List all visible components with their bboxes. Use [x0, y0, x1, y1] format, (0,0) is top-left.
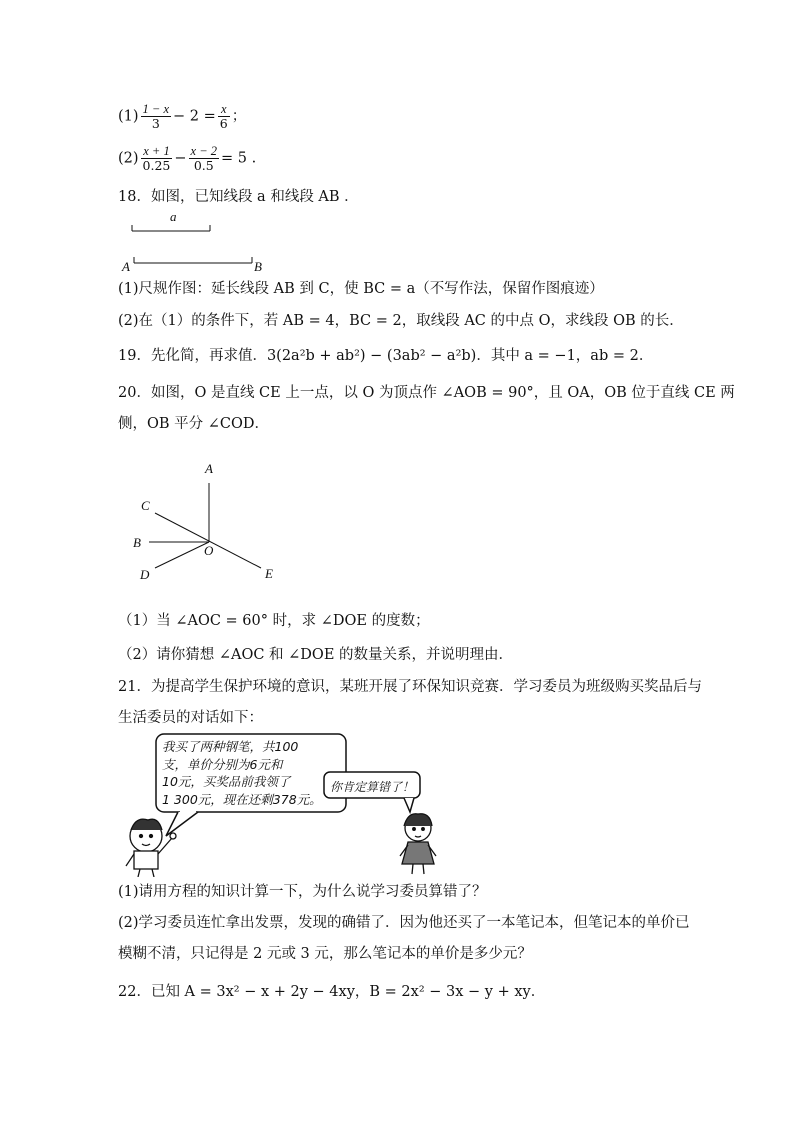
denominator: 0.5: [193, 158, 214, 173]
bubble-line: 支，单价分别为6元和: [162, 756, 283, 772]
punct: ；: [231, 108, 247, 125]
q20-stem-2: 侧，OB 平分 ∠COD．: [118, 416, 270, 432]
label-D: D: [140, 567, 150, 582]
q21-part2-a: (2)学习委员连忙拿出发票，发现的确错了．因为他还买了一本笔记本，但笔记本的单价已: [118, 915, 690, 931]
bubble-right-text: 你肯定算错了！: [330, 780, 415, 794]
label-O: O: [204, 543, 214, 558]
speech-bubble-left-tail: [166, 812, 198, 836]
operator: − 2 =: [173, 108, 216, 125]
q17-part2: [118, 144, 256, 173]
q18-figure: [110, 205, 290, 275]
label: (2): [118, 150, 139, 167]
q21-part1: (1)请用方程的知识计算一下，为什么说学习委员算错了？: [118, 884, 487, 900]
girl-figure-icon: [400, 814, 436, 874]
denominator: 3: [151, 116, 160, 131]
operator: −: [174, 150, 187, 167]
bubble-line: 1 300元，现在还剩378元。: [162, 791, 322, 807]
denominator: 6: [219, 116, 228, 131]
fraction: [189, 144, 219, 173]
bubble-left-text: [162, 738, 348, 808]
bubble-line: 我买了两种钢笔，共100: [162, 739, 299, 754]
label-B: B: [133, 535, 141, 550]
speech-bubble-right-tail: [404, 798, 414, 812]
q20-figure: [125, 455, 295, 590]
q20-stem-1: 20．如图，O 是直线 CE 上一点，以 O 为顶点作 ∠AOB = 90°，且 OA，OB 位于直线 CE 两: [118, 385, 735, 401]
fraction: [218, 102, 230, 131]
line-CE: [155, 513, 261, 568]
q17-part1: [118, 102, 246, 131]
boy-figure-icon: [126, 819, 176, 877]
q18-part2: (2)在（1）的条件下，若 AB = 4，BC = 2，取线段 AC 的中点 O，求线段 OB 的长．: [118, 313, 684, 329]
label: (1): [118, 108, 139, 125]
q19-text: 19．先化简，再求值．3(2a²b + ab²) − (3ab² − a²b)．其中 a = −1，ab = 2．: [118, 348, 654, 364]
numerator: x − 2: [190, 144, 218, 158]
q20-part2: （2）请你猜想 ∠AOC 和 ∠DOE 的数量关系，并说明理由．: [118, 647, 514, 663]
numerator: 1 − x: [142, 102, 170, 116]
q21-stem-1: 21．为提高学生保护环境的意识，某班开展了环保知识竞赛．学习委员为班级购买奖品后与: [118, 679, 702, 695]
numerator: x + 1: [141, 144, 173, 159]
ray-OD: [155, 542, 209, 568]
q20-part1: （1）当 ∠AOC = 60° 时，求 ∠DOE 的度数；: [118, 613, 430, 629]
point-A-label: A: [122, 259, 130, 274]
bubble-line: 10元，买奖品前我领了: [162, 774, 291, 789]
fraction: [141, 102, 171, 131]
numerator: x: [218, 102, 230, 117]
q22-text: 22．已知 A = 3x² − x + 2y − 4xy，B = 2x² − 3x − y + xy．: [118, 984, 546, 1000]
punct: = 5 .: [221, 150, 257, 167]
point-B-label: B: [254, 259, 262, 274]
label-E: E: [265, 566, 273, 581]
q21-stem-2: 生活委员的对话如下：: [118, 710, 263, 726]
label-C: C: [141, 498, 150, 513]
denominator: 0.25: [142, 158, 171, 173]
q21-part2-b: 模糊不清，只记得是 2 元或 3 元，那么笔记本的单价是多少元？: [118, 946, 532, 962]
q18-part1: (1)尺规作图：延长线段 AB 到 C，使 BC = a（不写作法，保留作图痕迹）: [118, 281, 604, 297]
fraction: [141, 144, 173, 173]
q18-stem: 18．如图，已知线段 a 和线段 AB ．: [118, 189, 359, 205]
seg-a-label: a: [170, 209, 177, 224]
label-A: A: [205, 461, 213, 476]
